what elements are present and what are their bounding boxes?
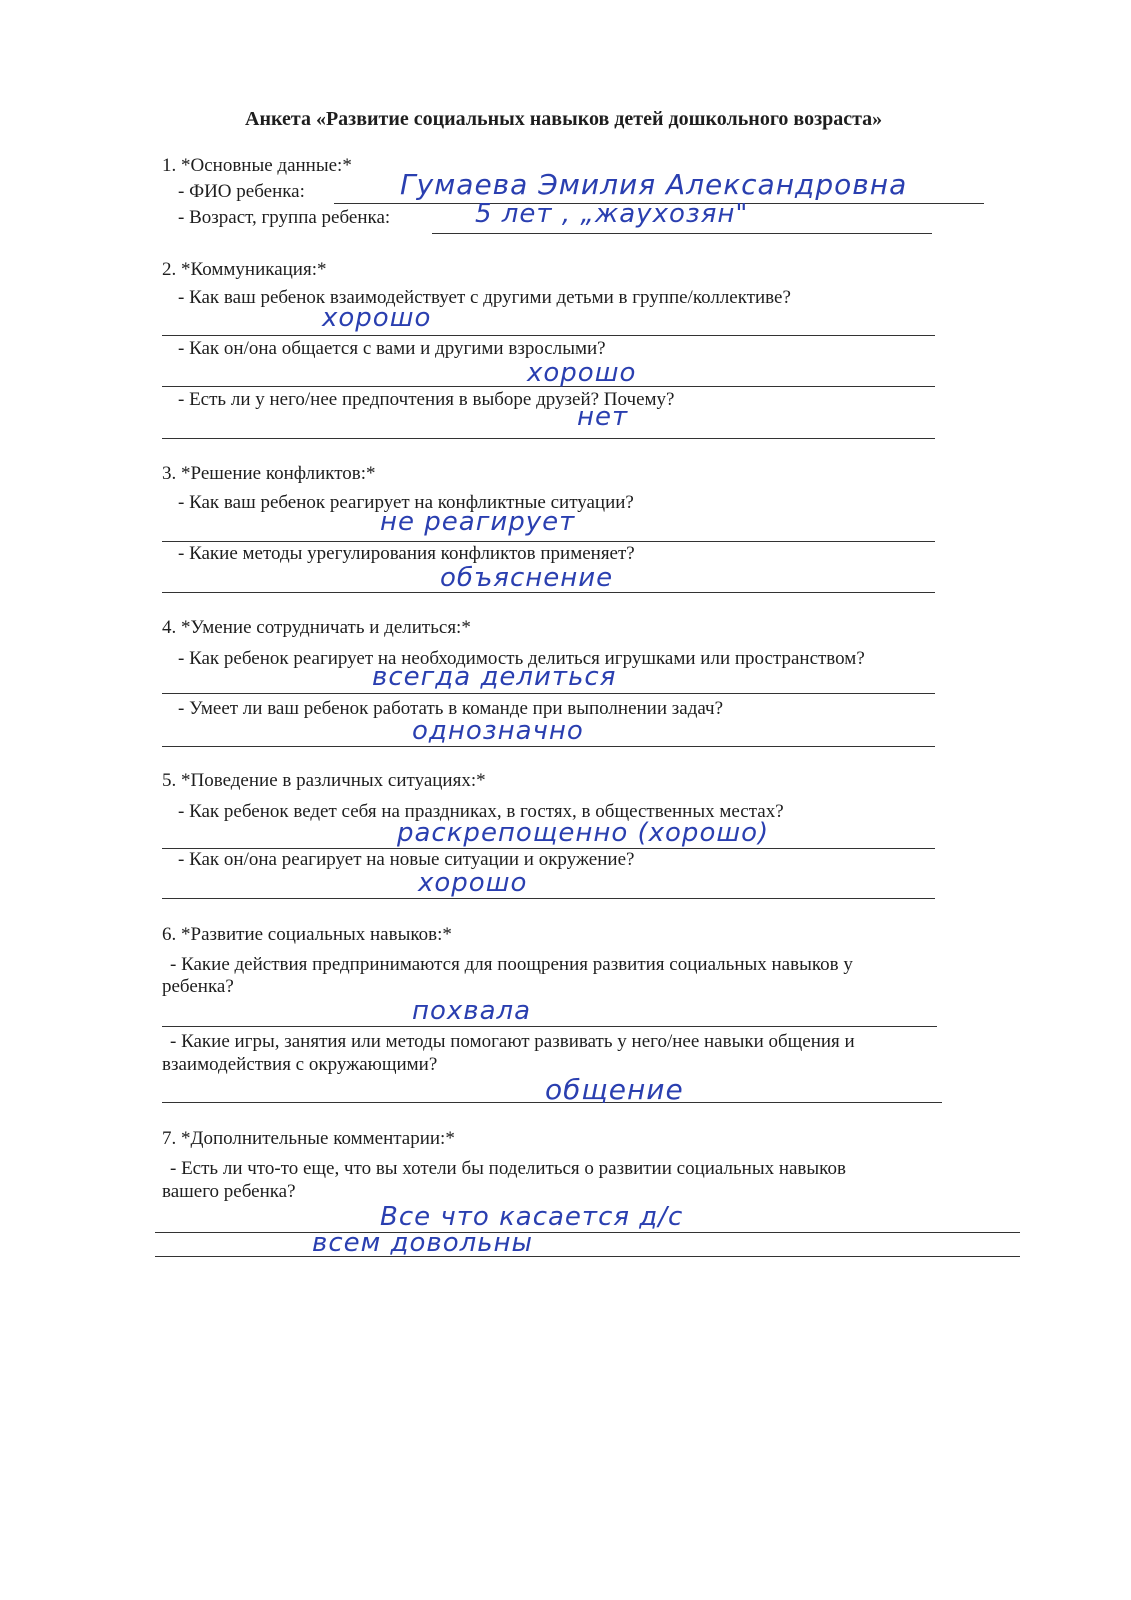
question-encouragement-line2: ребенка? xyxy=(162,976,234,997)
answer-behavior-public: раскрепощенно (хорошо) xyxy=(397,818,770,848)
answer-line xyxy=(162,541,935,542)
form-title: Анкета «Развитие социальных навыков детей дошкольного возраста» xyxy=(245,108,883,130)
answer-conflict-methods: объяснение xyxy=(440,563,614,593)
answer-additional-line2: всем довольны xyxy=(312,1228,534,1258)
answer-line xyxy=(432,233,932,234)
answer-teamwork: однозначно xyxy=(412,716,584,746)
section-5-heading: 5. *Поведение в различных ситуациях:* xyxy=(162,770,486,791)
question-games-methods-line2: взаимодействия с окружающими? xyxy=(162,1054,438,1075)
question-child-age-group: - Возраст, группа ребенка: xyxy=(178,207,391,228)
question-new-situations: - Как он/она реагирует на новые ситуации и окружение? xyxy=(178,849,635,870)
answer-conflict-reaction: не реагирует xyxy=(380,507,576,537)
answer-sharing: всегда делиться xyxy=(372,662,617,692)
question-sharing: - Как ребенок реагирует на необходимость делиться игрушками или пространством? xyxy=(178,648,865,669)
answer-child-name: Гумаева Эмилия Александровна xyxy=(400,168,908,201)
section-6-heading: 6. *Развитие социальных навыков:* xyxy=(162,924,452,945)
answer-communication-adults: хорошо xyxy=(527,358,637,388)
answer-line xyxy=(162,335,935,336)
answer-line xyxy=(162,746,935,747)
question-additional-line2: вашего ребенка? xyxy=(162,1181,296,1202)
answer-new-situations: хорошо xyxy=(418,868,528,898)
question-communication-adults: - Как он/она общается с вами и другими взрослыми? xyxy=(178,338,606,359)
section-1-heading: 1. *Основные данные:* xyxy=(162,155,352,176)
question-additional-line1: - Есть ли что-то еще, что вы хотели бы поделиться о развитии социальных навыков xyxy=(170,1158,846,1179)
question-interaction-children: - Как ваш ребенок взаимодействует с другими детьми в группе/коллективе? xyxy=(178,287,791,308)
question-games-methods-line1: - Какие игры, занятия или методы помогают развивать у него/нее навыки общения и xyxy=(170,1031,855,1052)
question-conflict-reaction: - Как ваш ребенок реагирует на конфликтные ситуации? xyxy=(178,492,634,513)
question-teamwork: - Умеет ли ваш ребенок работать в команде при выполнении задач? xyxy=(178,698,724,719)
question-friend-preferences: - Есть ли у него/нее предпочтения в выборе друзей? Почему? xyxy=(178,389,675,410)
answer-line xyxy=(162,1026,937,1027)
section-4-heading: 4. *Умение сотрудничать и делиться:* xyxy=(162,617,471,638)
question-child-name: - ФИО ребенка: xyxy=(178,181,305,202)
question-conflict-methods: - Какие методы урегулирования конфликтов применяет? xyxy=(178,543,635,564)
answer-line xyxy=(162,898,935,899)
question-encouragement-line1: - Какие действия предпринимаются для поощрения развития социальных навыков у xyxy=(170,954,853,975)
section-7-heading: 7. *Дополнительные комментарии:* xyxy=(162,1128,455,1149)
answer-line xyxy=(162,693,935,694)
section-2-heading: 2. *Коммуникация:* xyxy=(162,259,327,280)
answer-interaction-children: хорошо xyxy=(322,303,432,333)
answer-additional-line1: Все что касается д/с xyxy=(380,1202,684,1232)
question-behavior-public: - Как ребенок ведет себя на праздниках, в гостях, в общественных местах? xyxy=(178,801,784,822)
section-3-heading: 3. *Решение конфликтов:* xyxy=(162,463,376,484)
answer-line xyxy=(155,1256,1020,1257)
answer-child-age-group: 5 лет , „жаухозян" xyxy=(475,199,749,229)
answer-games-methods: общение xyxy=(545,1073,684,1106)
answer-encouragement: похвала xyxy=(412,996,532,1026)
answer-friend-preferences: нет xyxy=(577,402,629,432)
answer-line xyxy=(155,1232,1020,1233)
answer-line xyxy=(162,438,935,439)
